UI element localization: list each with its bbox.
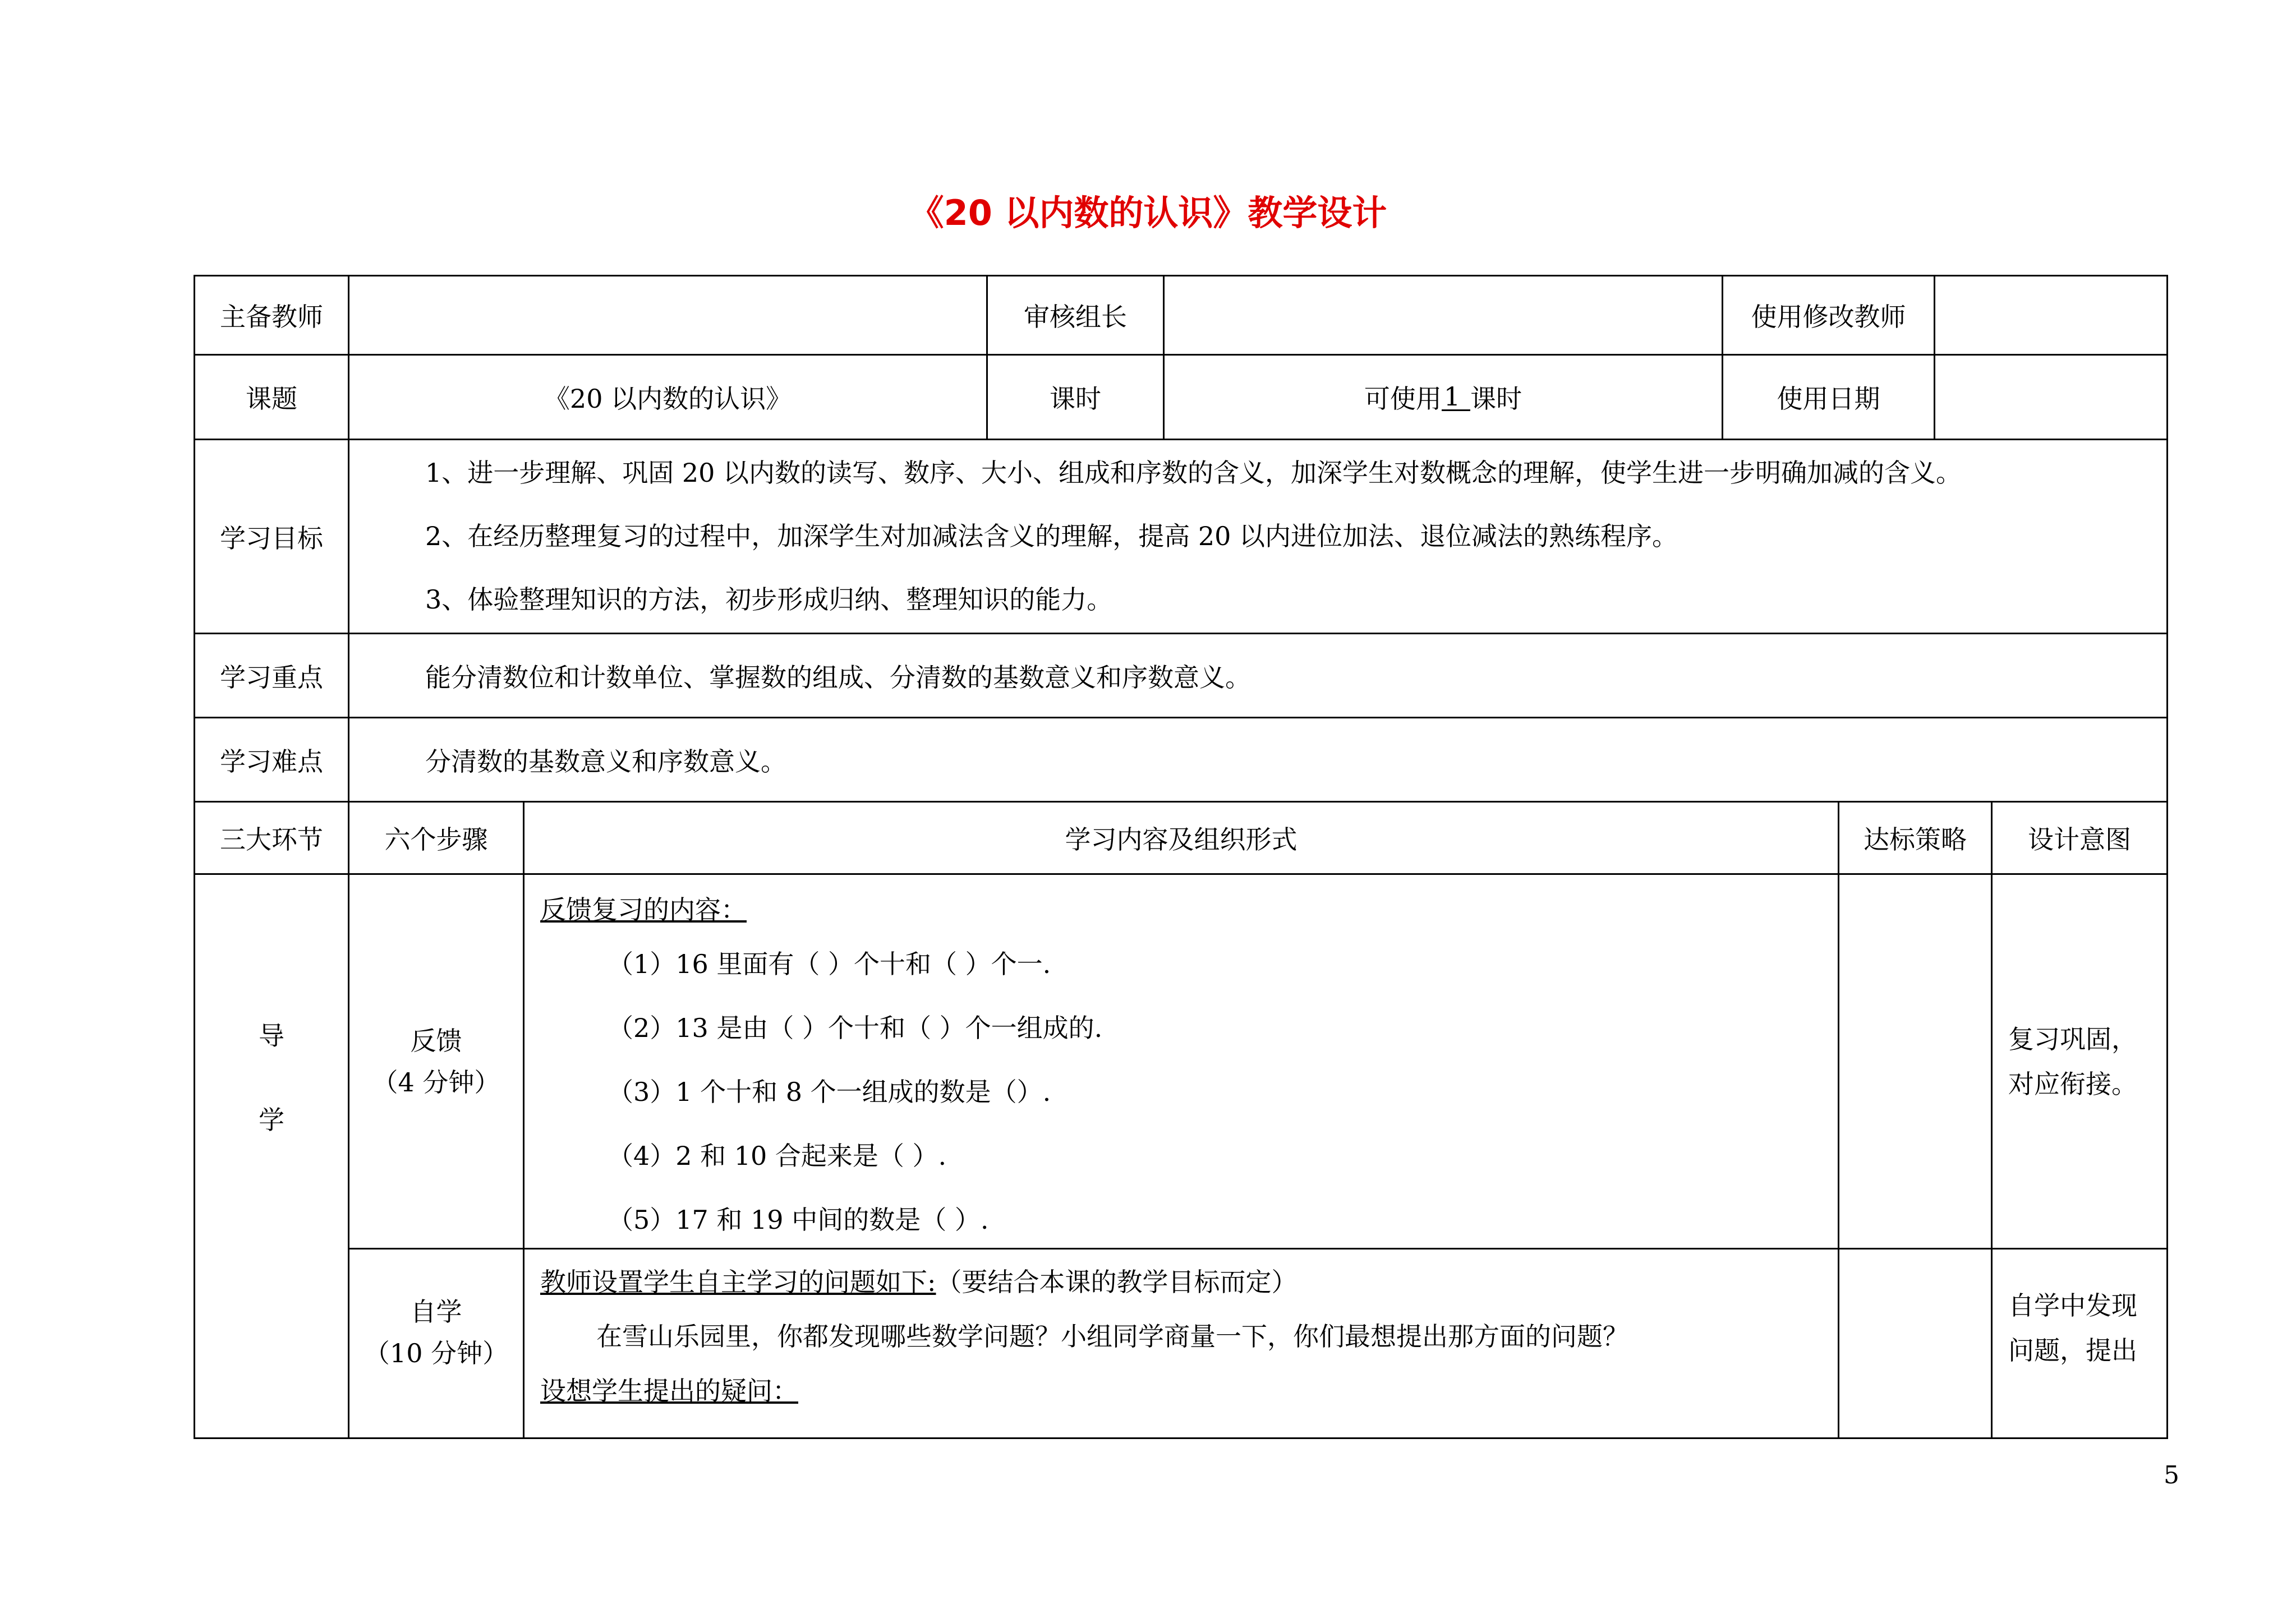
goal-item: 2、在经历整理复习的过程中，加深学生对加减法含义的理解，提高 20 以内进位加法、退位减法的熟练程序。 (425, 521, 1678, 551)
feedback-step-cell (348, 873, 524, 1249)
feedback-question: （5）17 和 19 中间的数是（ ）. (608, 1205, 989, 1235)
feedback-question: （3）1 个十和 8 个一组成的数是（）. (608, 1077, 1051, 1107)
feedback-content-cell (523, 873, 1839, 1249)
goals-content (348, 439, 2168, 634)
period-count: 1 (1442, 384, 1470, 411)
stage-guide-char: 学 (259, 1104, 284, 1135)
reviewer-label: 审核组长 (986, 275, 1165, 356)
period-prefix: 可使用 (1364, 384, 1442, 414)
goals-label: 学习目标 (194, 439, 349, 634)
modifier-teacher-label: 使用修改教师 (1722, 275, 1935, 356)
key-point-text: 能分清数位和计数单位、掌握数的组成、分清数的基数意义和序数意义。 (348, 633, 2168, 718)
period-suffix: 课时 (1470, 384, 1522, 414)
feedback-question: （4）2 和 10 合起来是（ ）. (608, 1141, 947, 1171)
topic-label: 课题 (194, 354, 349, 440)
lesson-plan-grid (194, 275, 2168, 1439)
difficulty-text: 分清数的基数意义和序数意义。 (348, 717, 2168, 803)
main-teacher-label: 主备教师 (194, 275, 349, 356)
self-study-heading-note: （要结合本课的教学目标而定） (936, 1267, 1297, 1297)
self-study-strategy (1838, 1248, 1993, 1439)
self-study-heading-underlined: 教师设置学生自主学习的问题如下: (540, 1267, 936, 1297)
goal-item: 1、进一步理解、巩固 20 以内数的读写、数序、大小、组成和序数的含义，加深学生对数概念的理解，使学生进一步明确加减的含义。 (425, 458, 1962, 488)
feedback-question: （2）13 是由（ ）个十和（ ）个一组成的. (608, 1013, 1103, 1043)
self-study-question: 在雪山乐园里，你都发现哪些数学问题？小组同学商量一下，你们最想提出那方面的问题？ (596, 1321, 1628, 1352)
feedback-step-name: 反馈 (410, 1025, 462, 1056)
feedback-strategy (1838, 873, 1993, 1249)
topic-value: 《20 以内数的认识》 (348, 354, 988, 440)
self-study-intent: 自学中发现问题，提出 (1991, 1248, 2168, 1439)
self-study-heading (540, 1260, 1297, 1304)
self-study-sub-heading: 设想学生提出的疑问： (540, 1376, 798, 1406)
self-study-step-time: （10 分钟） (364, 1338, 509, 1368)
process-header-content: 学习内容及组织形式 (523, 801, 1839, 875)
date-label: 使用日期 (1722, 354, 1935, 440)
process-header-strategy: 达标策略 (1838, 801, 1993, 875)
stage-guide-cell (194, 873, 349, 1439)
period-value (1163, 354, 1723, 440)
self-study-content-cell (523, 1248, 1839, 1439)
feedback-question: （1）16 里面有（ ）个十和（ ）个一. (608, 949, 1051, 979)
process-header-step: 六个步骤 (348, 801, 524, 875)
stage-guide-char: 导 (259, 1020, 284, 1051)
reviewer-value (1163, 275, 1723, 356)
date-value (1934, 354, 2168, 440)
period-label: 课时 (986, 354, 1165, 440)
feedback-intent: 复习巩固，对应衔接。 (1991, 873, 2168, 1249)
main-teacher-value (348, 275, 988, 356)
feedback-step-time: （4 分钟） (372, 1067, 500, 1098)
self-study-step-name: 自学 (410, 1296, 462, 1327)
goal-item: 3、体验整理知识的方法，初步形成归纳、整理知识的能力。 (425, 584, 1113, 615)
self-study-step-cell (348, 1248, 524, 1439)
feedback-heading: 反馈复习的内容： (540, 895, 747, 925)
process-header-stage: 三大环节 (194, 801, 349, 875)
page-number: 5 (2164, 1461, 2179, 1490)
key-point-label: 学习重点 (194, 633, 349, 718)
difficulty-label: 学习难点 (194, 717, 349, 803)
document-title: 《20 以内数的认识》教学设计 (909, 192, 1387, 233)
process-header-intent: 设计意图 (1991, 801, 2168, 875)
modifier-teacher-value (1934, 275, 2168, 356)
